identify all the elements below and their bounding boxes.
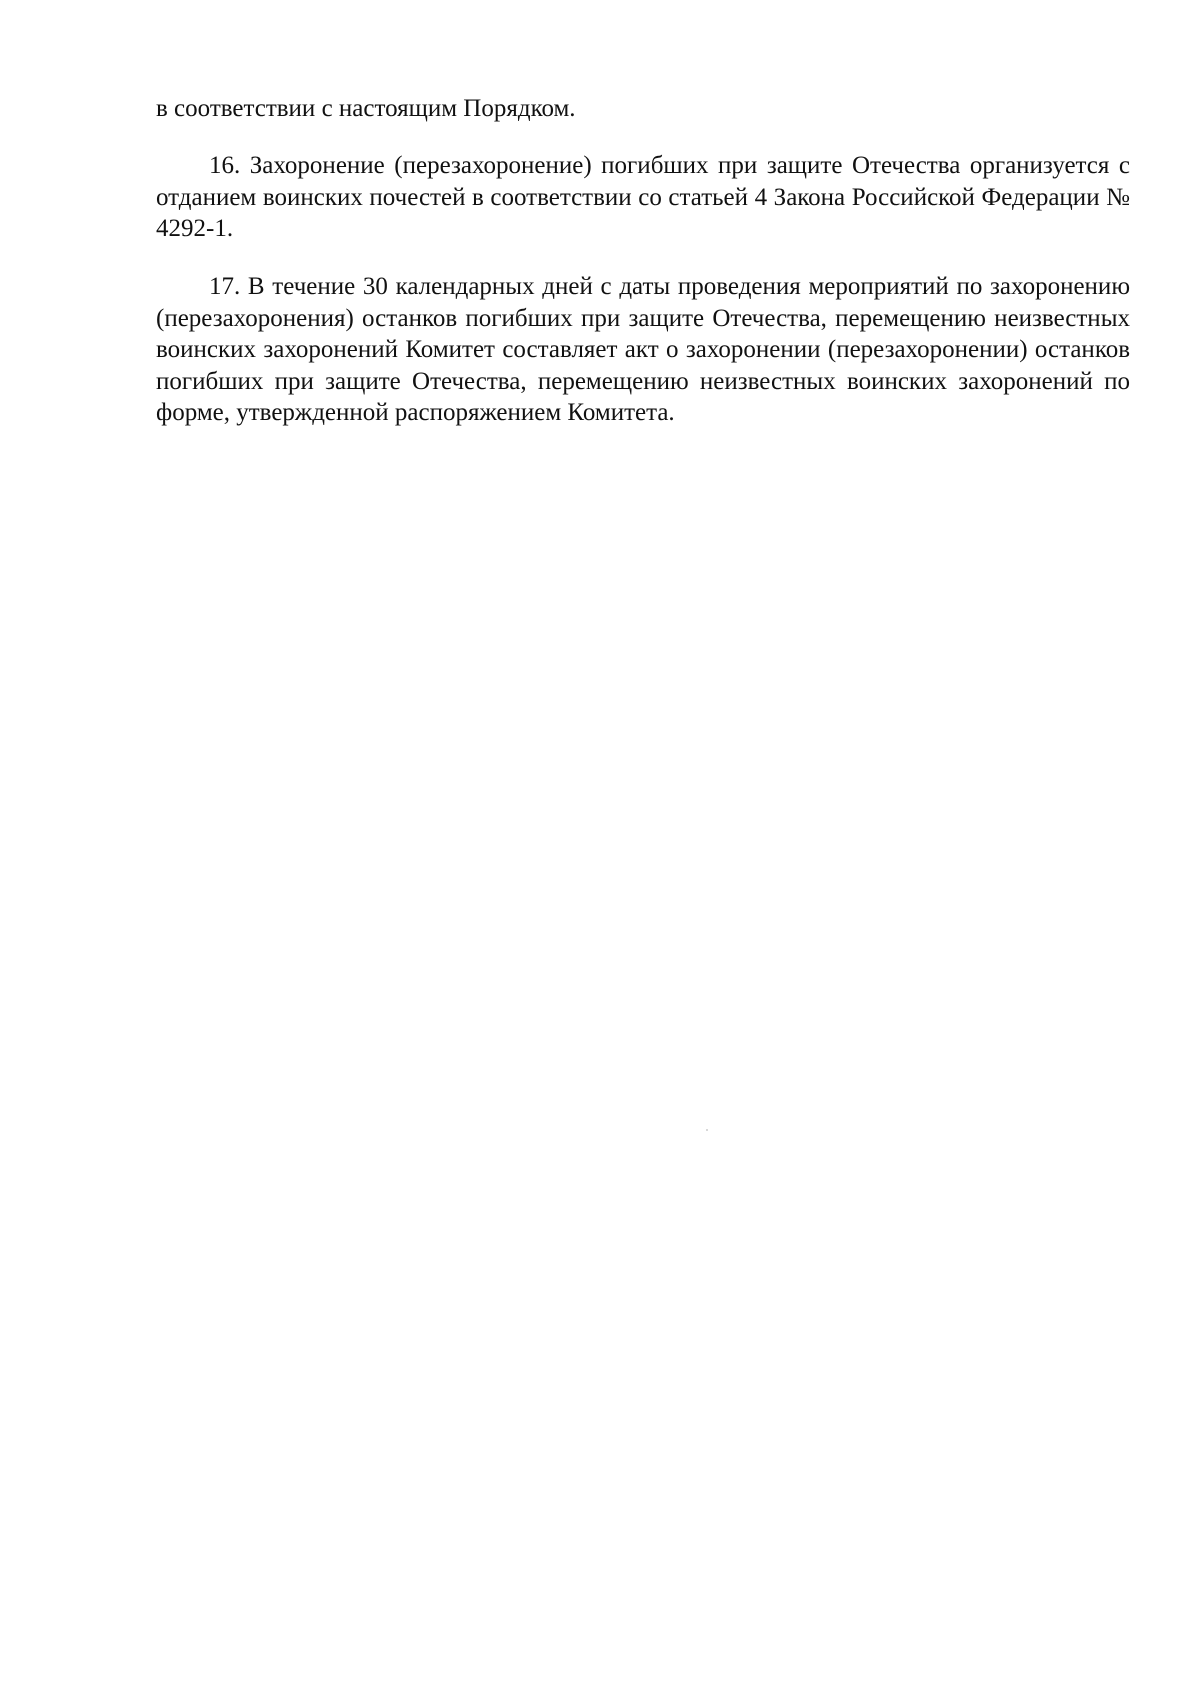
paragraph-item-17: 17. В течение 30 календарных дней с даты проведения мероприятий по захоронению (перезахоронения) останков погибших при защите Отечества, перемещению неизвестных воинских захоронений Комитет составляет акт о захоронении (перезахоронении) останков погибших при защите Отечества, перемещению неизвестных воинских захоронений по форме, утвержденной распоряжением Комитета. bbox=[156, 273, 1130, 426]
scan-artifact bbox=[706, 1129, 708, 1131]
paragraph-continuation: в соответствии с настоящим Порядком. bbox=[156, 95, 576, 122]
paragraph-item-16: 16. Захоронение (перезахоронение) погибших при защите Отечества организуется с отданием воинских почестей в соответствии со статьей 4 Закона Российской Федерации № 4292-1. bbox=[156, 152, 1130, 242]
